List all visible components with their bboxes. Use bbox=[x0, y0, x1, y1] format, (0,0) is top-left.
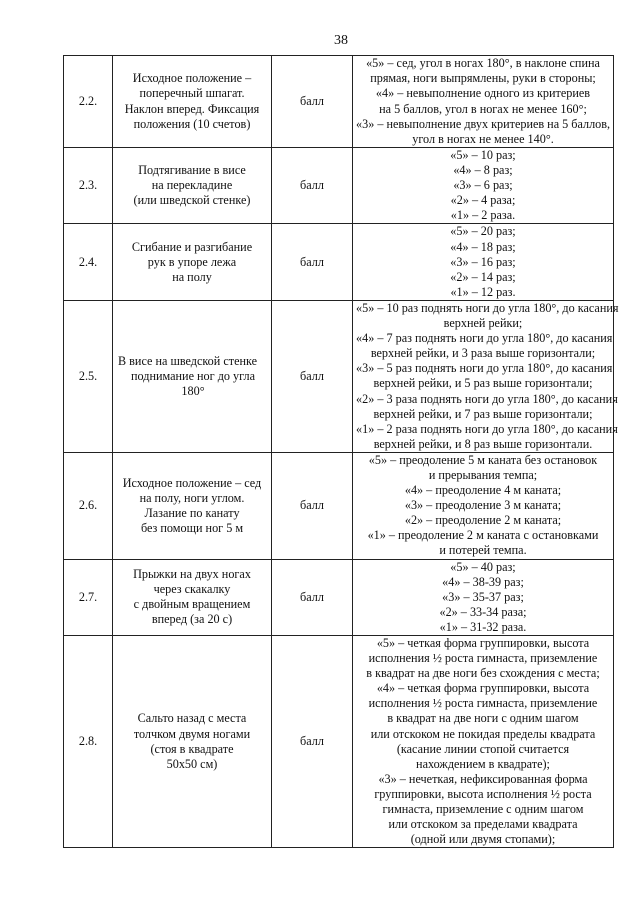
criteria-line: «3» – 6 раз; bbox=[453, 178, 513, 193]
table-row bbox=[64, 56, 614, 148]
criteria-line: «3» – 5 раз поднять ноги до угла 180°, до касания bbox=[356, 361, 613, 376]
criteria-line: «4» – 38-39 раз; bbox=[442, 574, 524, 589]
criteria-line: «3» – преодоление 3 м каната; bbox=[404, 498, 562, 513]
exercise-name-line: 180° bbox=[181, 383, 205, 398]
exercise-name-cell bbox=[113, 148, 272, 224]
exercise-name-cell bbox=[113, 300, 272, 452]
criteria-line: «2» – 4 раза; bbox=[450, 193, 516, 208]
criteria-line: и прерывания темпа; bbox=[428, 467, 538, 482]
criteria-line: верхней рейки, и 3 раза выше горизонтали; bbox=[370, 346, 596, 361]
unit-cell: балл bbox=[272, 452, 353, 559]
criteria-line: «5» – 20 раз; bbox=[450, 224, 516, 239]
criteria-line: «5» – 40 раз; bbox=[450, 559, 516, 574]
criteria-line: «5» – преодоление 5 м каната без остановок bbox=[368, 452, 598, 467]
exercise-name-line: В висе на шведской стенке bbox=[118, 353, 258, 368]
exercise-name-line: с двойным вращением bbox=[133, 597, 251, 612]
criteria-line: (касание линии стопой считается bbox=[396, 741, 570, 756]
criteria-line: группировки, высота исполнения ½ роста bbox=[374, 786, 592, 801]
table-row bbox=[64, 636, 614, 848]
unit-cell: балл bbox=[272, 56, 353, 148]
criteria-line: «4» – невыполнение одного из критериев bbox=[375, 86, 591, 101]
table-row bbox=[64, 224, 614, 300]
exercise-name-line: Наклон вперед. Фиксация bbox=[124, 101, 260, 116]
exercise-name-line: (или шведской стенке) bbox=[133, 193, 251, 208]
criteria-cell bbox=[353, 56, 614, 148]
criteria-line: «4» – преодоление 4 м каната; bbox=[404, 483, 562, 498]
criteria-cell bbox=[353, 300, 619, 452]
exercise-name-cell bbox=[113, 636, 272, 848]
exercise-name-line: Исходное положение – bbox=[132, 71, 252, 86]
criteria-line: «3» – невыполнение двух критериев на 5 баллов, bbox=[356, 116, 611, 131]
table-row bbox=[64, 148, 614, 224]
criteria-line: «2» – 33-34 раза; bbox=[439, 604, 527, 619]
exercise-name-line: Сальто назад с места bbox=[137, 711, 247, 726]
row-number-cell: 2.3. bbox=[64, 148, 113, 224]
criteria-line: «1» – 12 раз. bbox=[450, 284, 516, 299]
exercise-name-line: поднимание ног до угла bbox=[130, 368, 256, 383]
criteria-line: в квадрат на две ноги без схождения с места; bbox=[366, 666, 600, 681]
unit-cell: балл bbox=[272, 224, 353, 300]
table-row bbox=[64, 300, 614, 452]
criteria-line: «5» – четкая форма группировки, высота bbox=[376, 636, 590, 650]
exercise-name-cell bbox=[113, 224, 272, 300]
exercise-name-line: 50х50 см) bbox=[166, 756, 218, 771]
criteria-line: «1» – 31-32 раза. bbox=[439, 619, 527, 634]
criteria-cell bbox=[353, 452, 614, 559]
exercise-name-line: (стоя в квадрате bbox=[150, 741, 234, 756]
criteria-line: «2» – преодоление 2 м каната; bbox=[404, 513, 562, 528]
criteria-line: верхней рейки, и 5 раз выше горизонтали; bbox=[373, 376, 593, 391]
standards-table bbox=[63, 55, 619, 848]
criteria-line: «4» – четкая форма группировки, высота bbox=[376, 681, 590, 696]
table-row bbox=[64, 452, 614, 559]
criteria-cell bbox=[353, 224, 614, 300]
criteria-line: исполнения ½ роста гимнаста, приземление bbox=[368, 651, 598, 666]
exercise-name-line: Подтягивание в висе bbox=[138, 163, 246, 178]
criteria-line: верхней рейки, и 8 раз выше горизонтали. bbox=[373, 436, 593, 451]
criteria-line: прямая, ноги выпрямлены, руки в стороны; bbox=[370, 71, 596, 86]
criteria-line: «4» – 8 раз; bbox=[453, 163, 513, 178]
criteria-line: верхней рейки; bbox=[443, 316, 523, 331]
row-number-cell: 2.6. bbox=[64, 452, 113, 559]
row-number-cell: 2.5. bbox=[64, 300, 113, 452]
exercise-name-line: поперечный шпагат. bbox=[139, 86, 245, 101]
exercise-name-cell bbox=[113, 452, 272, 559]
criteria-line: «1» – преодоление 2 м каната с остановками bbox=[367, 528, 599, 543]
exercise-name-cell bbox=[113, 56, 272, 148]
exercise-name-line: Лазание по канату bbox=[144, 505, 240, 520]
exercise-name-line: через скакалку bbox=[153, 582, 231, 597]
row-number-cell: 2.7. bbox=[64, 559, 113, 635]
exercise-name-line: рук в упоре лежа bbox=[147, 254, 237, 269]
criteria-line: «3» – 16 раз; bbox=[450, 254, 516, 269]
criteria-line: угол в ногах не менее 140°. bbox=[412, 131, 554, 146]
page-number: 38 bbox=[334, 33, 348, 48]
criteria-cell bbox=[353, 148, 614, 224]
criteria-line: «4» – 18 раз; bbox=[450, 239, 516, 254]
exercise-name-line: положения (10 счетов) bbox=[133, 116, 251, 131]
exercise-name-line: Сгибание и разгибание bbox=[131, 239, 253, 254]
unit-cell: балл bbox=[272, 148, 353, 224]
exercise-name-line: на полу, ноги углом. bbox=[139, 490, 245, 505]
criteria-line: (одной или двумя стопами); bbox=[410, 832, 556, 847]
criteria-line: на 5 баллов, угол в ногах не менее 160°; bbox=[379, 101, 587, 116]
criteria-line: «3» – нечеткая, нефиксированная форма bbox=[378, 771, 588, 786]
criteria-line: «4» – 7 раз поднять ноги до угла 180°, до касания bbox=[356, 331, 613, 346]
criteria-line: гимнаста, приземление с одним шагом bbox=[382, 802, 584, 817]
exercise-name-line: на перекладине bbox=[151, 178, 233, 193]
criteria-line: «5» – 10 раз; bbox=[450, 148, 516, 162]
exercise-name-line: толчком двумя ногами bbox=[133, 726, 251, 741]
unit-cell: балл bbox=[272, 559, 353, 635]
exercise-name-line: без помощи ног 5 м bbox=[140, 520, 244, 535]
criteria-cell bbox=[353, 559, 614, 635]
criteria-line: «2» – 14 раз; bbox=[450, 269, 516, 284]
criteria-line: «2» – 3 раза поднять ноги до угла 180°, до касания bbox=[356, 391, 618, 406]
criteria-line: нахождением в квадрате); bbox=[416, 756, 550, 771]
exercise-name-line: вперед (за 20 с) bbox=[151, 612, 233, 627]
unit-cell: балл bbox=[272, 300, 353, 452]
row-number-cell: 2.8. bbox=[64, 636, 113, 848]
criteria-line: и потерей темпа. bbox=[439, 543, 527, 558]
exercise-name-line: на полу bbox=[172, 269, 212, 284]
criteria-line: исполнения ½ роста гимнаста, приземление bbox=[368, 696, 598, 711]
criteria-line: «1» – 2 раза. bbox=[450, 208, 516, 223]
criteria-cell bbox=[353, 636, 614, 848]
criteria-line: или отскоком за пределами квадрата bbox=[388, 817, 578, 832]
exercise-name-cell bbox=[113, 559, 272, 635]
row-number-cell: 2.2. bbox=[64, 56, 113, 148]
table-row bbox=[64, 559, 614, 635]
criteria-line: верхней рейки, и 7 раз выше горизонтали; bbox=[373, 406, 593, 421]
unit-cell: балл bbox=[272, 636, 353, 848]
criteria-line: в квадрат на две ноги с одним шагом bbox=[387, 711, 579, 726]
row-number-cell: 2.4. bbox=[64, 224, 113, 300]
criteria-line: «1» – 2 раза поднять ноги до угла 180°, до касания bbox=[356, 421, 618, 436]
criteria-line: «5» – 10 раз поднять ноги до угла 180°, до касания bbox=[356, 300, 619, 315]
criteria-line: «3» – 35-37 раз; bbox=[442, 589, 524, 604]
criteria-line: или отскоком не покидая пределы квадрата bbox=[370, 726, 596, 741]
exercise-name-line: Прыжки на двух ногах bbox=[133, 567, 251, 582]
criteria-line: «5» – сед, угол в ногах 180°, в наклоне спина bbox=[366, 56, 600, 71]
exercise-name-line: Исходное положение – сед bbox=[122, 475, 262, 490]
